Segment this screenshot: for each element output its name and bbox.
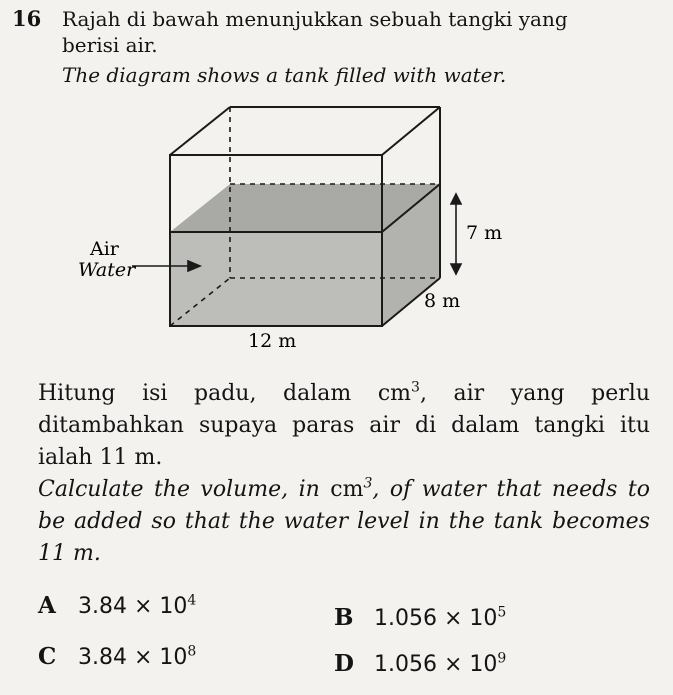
option-a[interactable]: A $3.84 \times 10^4$ bbox=[38, 592, 197, 619]
water-front-face bbox=[170, 232, 382, 326]
dimension-depth: 8 m bbox=[424, 290, 461, 312]
option-c[interactable]: C $3.84 \times 10^8$ bbox=[38, 643, 197, 670]
dimension-length: 12 m bbox=[248, 330, 297, 352]
tank-diagram bbox=[0, 90, 560, 360]
question-text-malay: Hitung isi padu, dalam $cm^3$, air yang perlu ditambahkan supaya paras air di dalam tangki itu ialah 11 m. bbox=[38, 379, 650, 470]
question-number: 16 bbox=[12, 6, 42, 31]
label-air: Air bbox=[90, 238, 119, 260]
dimension-height: 7 m bbox=[466, 222, 503, 244]
question-stem-malay: Rajah di bawah menunjukkan sebuah tangki yang berisi air. bbox=[62, 7, 568, 57]
option-b[interactable]: B $1.056 \times 10^5$ bbox=[334, 604, 507, 631]
label-water: Water bbox=[78, 259, 136, 281]
question-text-english: Calculate the volume, in $cm^3$, of water that needs to be added so that the water level in the tank becomes 11 m. bbox=[38, 475, 651, 566]
option-d[interactable]: D $1.056 \times 10^9$ bbox=[334, 650, 507, 677]
question-stem-english: The diagram shows a tank filled with water. bbox=[62, 63, 507, 87]
